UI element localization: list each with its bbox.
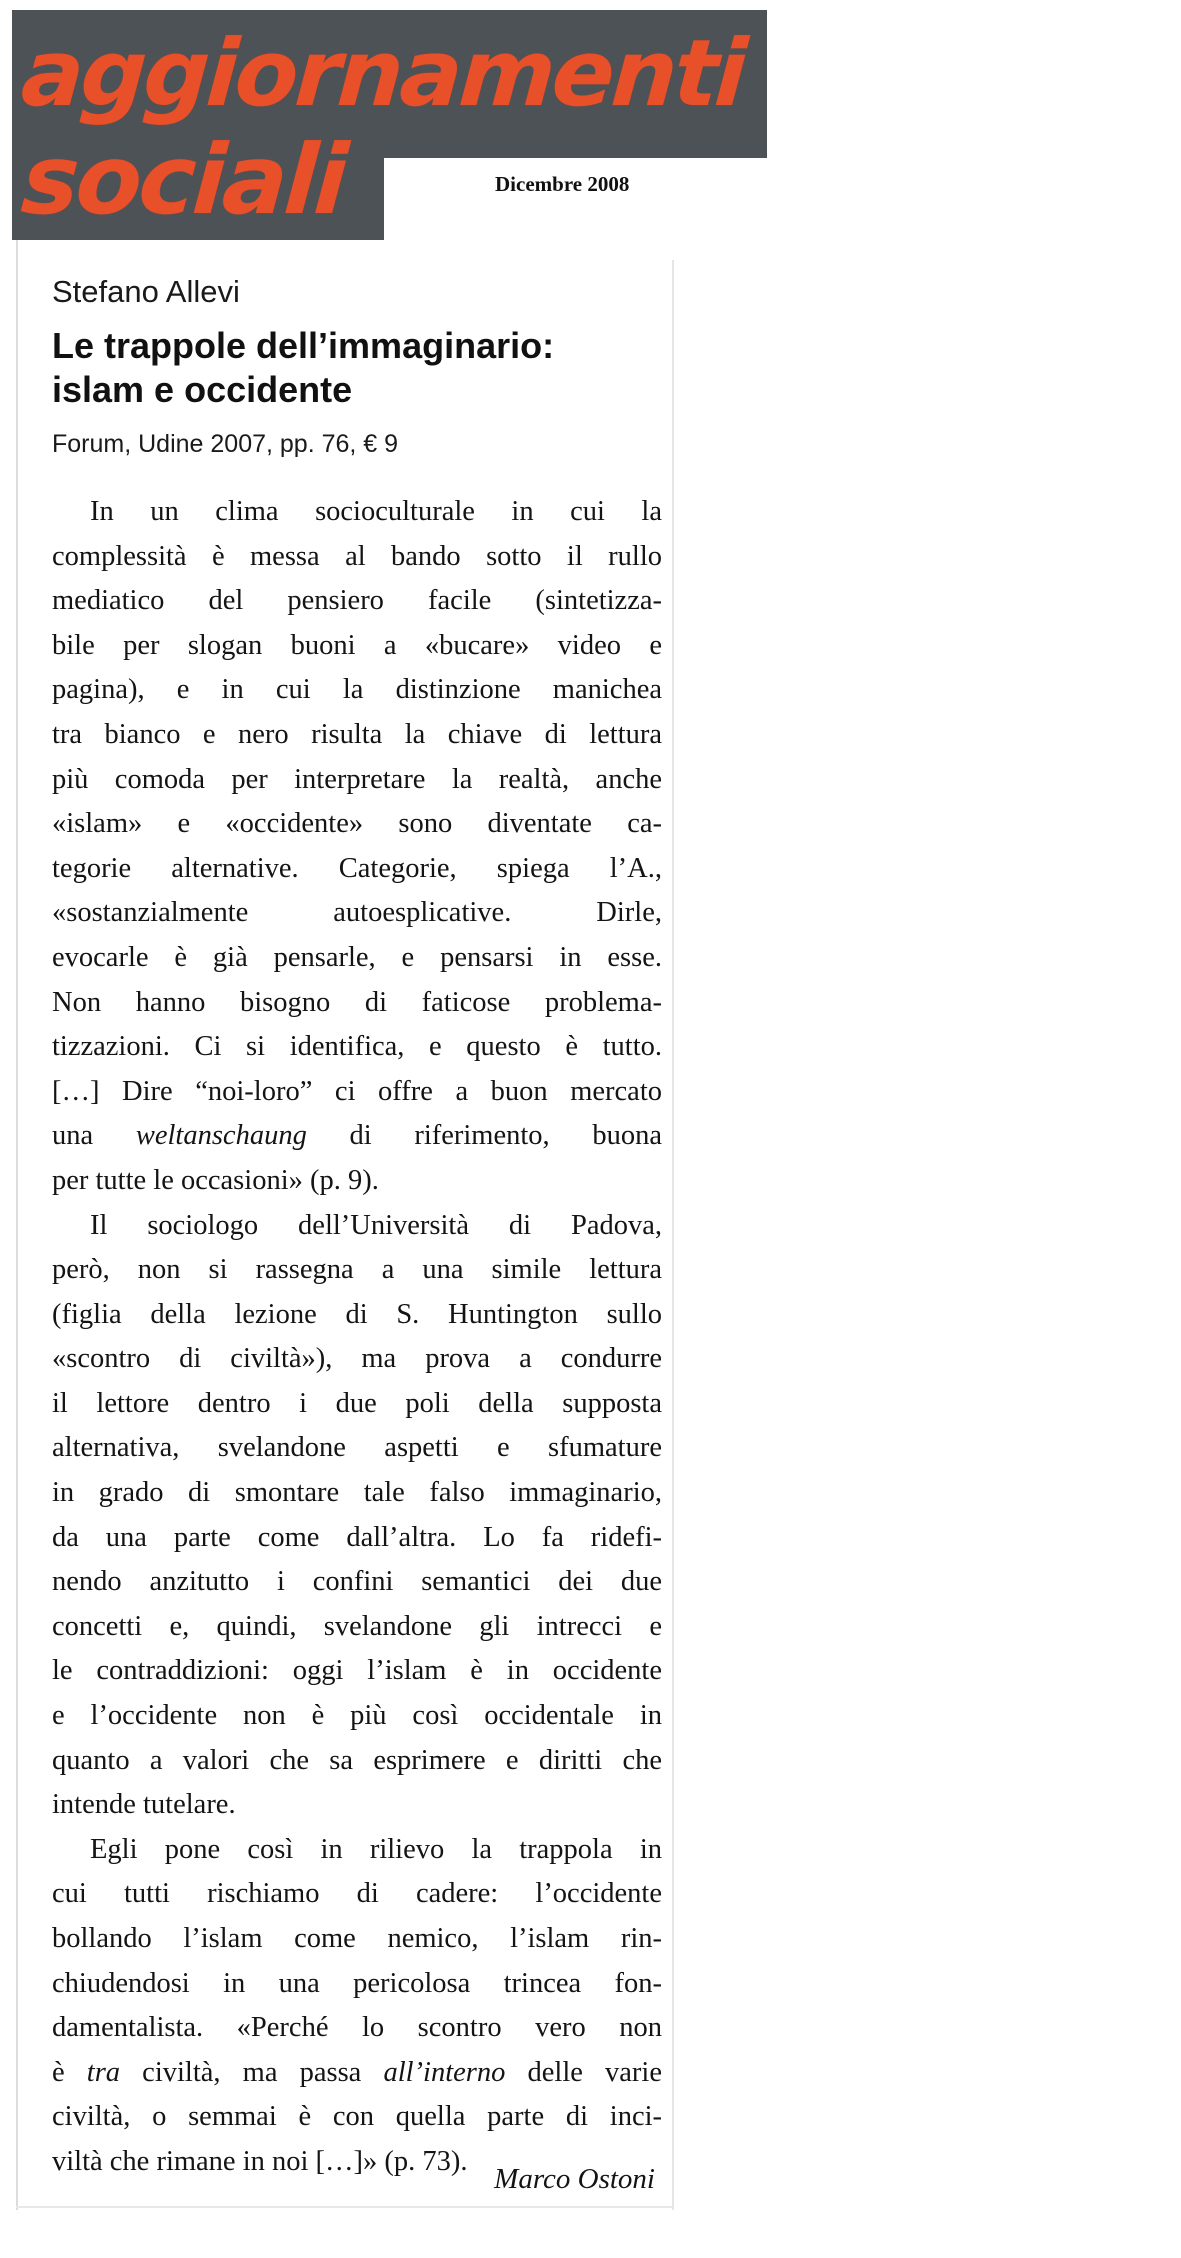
text-line: il lettore dentro i due poli della supposta — [52, 1387, 662, 1419]
text-line: tegorie alternative. Categorie, spiega l’A., — [52, 852, 662, 884]
text-line: bollando l’islam come nemico, l’islam rin- — [52, 1923, 662, 1954]
text-line: mediatico del pensiero facile (sintetizza- — [52, 585, 662, 617]
magazine-logo-line-2: sociali — [18, 124, 349, 236]
text-line: e l’occidente non è più così occidentale in — [52, 1700, 662, 1732]
text-line: pagina), e in cui la distinzione manichea — [52, 674, 662, 706]
text-line: Egli pone così in rilievo la trappola in — [90, 1833, 662, 1865]
text-line: più comoda per interpretare la realtà, anche — [52, 763, 662, 795]
text-line: «sostanzialmente autoesplicative. Dirle, — [52, 897, 662, 929]
text-line: concetti e, quindi, svelandone gli intrecci e — [52, 1610, 662, 1642]
text-line: le contraddizioni: oggi l’islam è in occidente — [52, 1655, 662, 1687]
emphasis-tra: tra — [86, 2056, 121, 2088]
clipping-left-edge — [16, 240, 18, 2210]
issue-date: Dicembre 2008 — [495, 172, 630, 196]
paragraph-2 — [52, 1204, 662, 1828]
text-line: Non hanno bisogno di faticose problema- — [52, 986, 662, 1018]
paragraph-3 — [52, 1828, 662, 2051]
text-line: per tutte le occasioni» (p. 9). — [52, 1164, 379, 1196]
text-line: viltà che rimane in noi […]» (p. 73). — [52, 2145, 468, 2177]
text-line: In un clima socioculturale in cui la — [90, 496, 662, 527]
text-line: Il sociologo dell’Università di Padova, — [90, 1209, 662, 1241]
clipping-right-edge — [672, 260, 674, 2210]
paragraph-1 — [52, 490, 662, 1114]
text-line: evocarle è già pensarle, e pensarsi in esse. — [52, 941, 662, 973]
text-line: intende tutelare. — [52, 1789, 236, 1821]
book-title-line-1: Le trappole dell’immaginario: — [52, 325, 555, 366]
book-title — [52, 324, 672, 412]
text-line: «islam» e «occidente» sono diventate ca- — [52, 808, 662, 840]
clipping-bottom-edge — [16, 2206, 672, 2208]
emphasis-all-interno: all’interno — [383, 2056, 506, 2088]
text-line: (figlia della lezione di S. Huntington sullo — [52, 1298, 662, 1330]
text-line: quanto a valori che sa esprimere e diritti che — [52, 1744, 662, 1776]
text-line: nendo anzitutto i confini semantici dei due — [52, 1566, 662, 1598]
text-line: «scontro di civiltà»), ma prova a condurre — [52, 1343, 662, 1375]
text-line: cui tutti rischiamo di cadere: l’occidente — [52, 1878, 662, 1910]
paragraph-1-end — [52, 1114, 662, 1203]
magazine-logo-line-1: aggiornamenti — [18, 20, 748, 127]
text-line: in grado di smontare tale falso immaginario, — [52, 1477, 662, 1509]
text-line: da una parte come dall’altra. Lo fa ridefi- — [52, 1521, 662, 1553]
review-body — [52, 490, 662, 2185]
text-line: però, non si rassegna a una simile lettura — [52, 1254, 662, 1286]
text-line: tizzazioni. Ci si identifica, e questo è tutto. — [52, 1031, 662, 1063]
text-line: tra bianco e nero risulta la chiave di lettura — [52, 718, 662, 750]
text-line: alternativa, svelandone aspetti e sfumature — [52, 1432, 662, 1464]
text-line: civiltà, o semmai è con quella parte di inci- — [52, 2101, 662, 2133]
text-line: bile per slogan buoni a «bucare» video e — [52, 629, 662, 661]
reviewer-signature: Marco Ostoni — [494, 2163, 655, 2195]
publication-info: Forum, Udine 2007, pp. 76, € 9 — [52, 430, 399, 458]
text-line: è tra civiltà, ma passa all’interno delle varie — [52, 2056, 662, 2088]
book-author: Stefano Allevi — [52, 274, 240, 309]
text-line: chiudendosi in una pericolosa trincea fon- — [52, 1967, 662, 1999]
text-line: damentalista. «Perché lo scontro vero non — [52, 2012, 662, 2044]
emphasis-weltanschaung: weltanschaung — [135, 1120, 307, 1152]
text-line: complessità è messa al bando sotto il rullo — [52, 540, 662, 572]
text-line: […] Dire “noi-loro” ci offre a buon mercato — [52, 1075, 662, 1107]
text-line: una weltanschaung di riferimento, buona — [52, 1120, 662, 1152]
book-title-line-2: islam e occidente — [52, 369, 353, 410]
